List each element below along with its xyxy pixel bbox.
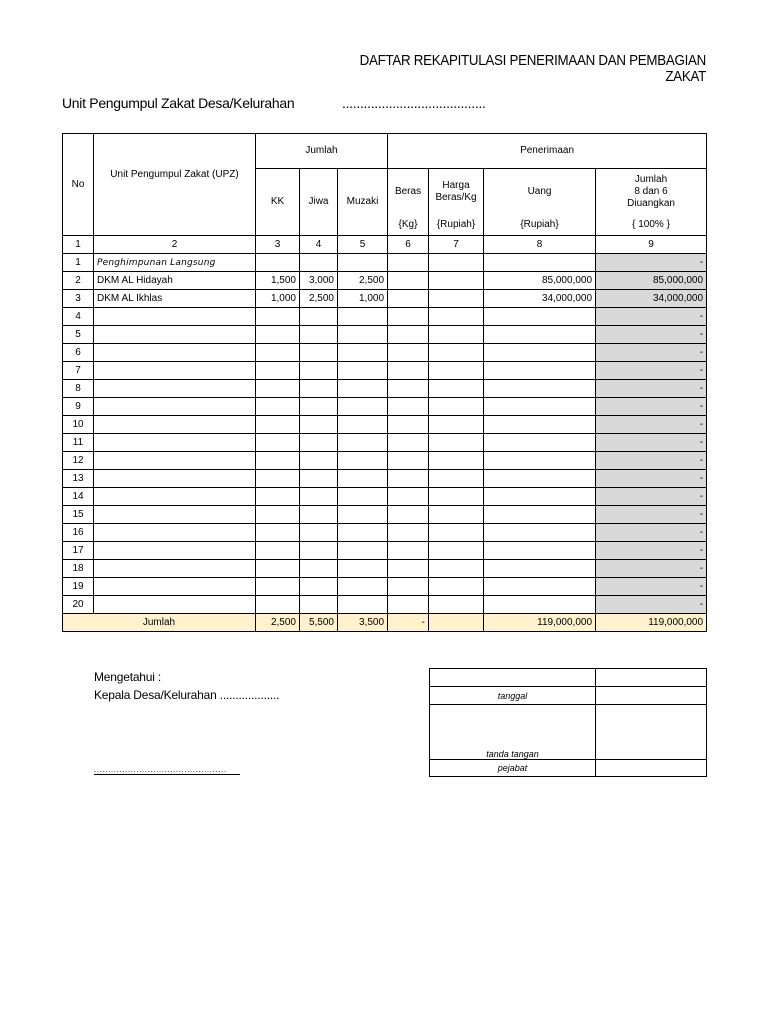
row-kk [256,416,300,434]
row-no: 19 [63,578,94,596]
row-kk [256,380,300,398]
unit-jumlah: { 100% } [596,215,707,236]
row-harga [429,578,484,596]
header-jumlah: Jumlah [256,134,388,169]
sign-cell [430,669,596,687]
row-kk [256,308,300,326]
row-no: 1 [63,254,94,272]
row-muzaki [338,578,388,596]
row-kk: 1,500 [256,272,300,290]
row-no: 5 [63,326,94,344]
row-no: 8 [63,380,94,398]
row-uang [484,578,596,596]
row-jiwa [300,488,338,506]
row-jiwa: 3,000 [300,272,338,290]
row-kk [256,506,300,524]
row-muzaki: 1,000 [338,290,388,308]
row-jumlah: - [596,560,707,578]
row-jumlah: - [596,452,707,470]
header-jumlah9-line2: 8 dan 6 [634,186,668,197]
row-jiwa [300,362,338,380]
row-kk [256,326,300,344]
row-kk [256,254,300,272]
tanggal-label: tanggal [430,687,596,705]
row-upz-name [94,542,256,560]
table-row [63,254,707,272]
header-uang: Uang [484,169,596,216]
row-muzaki [338,506,388,524]
row-beras [388,380,429,398]
table-row [63,290,707,308]
row-no: 4 [63,308,94,326]
header-jumlah9 [596,169,707,216]
row-uang [484,362,596,380]
row-jiwa [300,398,338,416]
row-beras [388,272,429,290]
unit-label: Unit Pengumpul Zakat Desa/Kelurahan [62,95,295,111]
header-kk: KK [256,169,300,236]
row-beras [388,506,429,524]
unit-harga: {Rupiah} [429,215,484,236]
row-muzaki [338,542,388,560]
row-uang: 85,000,000 [484,272,596,290]
row-beras [388,542,429,560]
table-row [63,542,707,560]
pejabat-label: pejabat [430,760,596,777]
row-jiwa [300,452,338,470]
row-upz-name: DKM AL Ikhlas [94,290,256,308]
total-harga [429,614,484,632]
row-beras [388,596,429,614]
row-upz-name [94,578,256,596]
row-upz-name [94,416,256,434]
row-muzaki [338,470,388,488]
row-harga [429,560,484,578]
row-harga [429,452,484,470]
row-jumlah: - [596,470,707,488]
row-harga [429,362,484,380]
total-jumlah: 119,000,000 [596,614,707,632]
row-jumlah: - [596,488,707,506]
row-beras [388,434,429,452]
row-jumlah: - [596,326,707,344]
row-jumlah: 34,000,000 [596,290,707,308]
row-muzaki: 2,500 [338,272,388,290]
row-upz-name [94,524,256,542]
row-beras [388,398,429,416]
row-upz-name [94,344,256,362]
row-jumlah: - [596,344,707,362]
row-jumlah: - [596,524,707,542]
row-no: 17 [63,542,94,560]
row-jiwa [300,308,338,326]
row-jiwa [300,434,338,452]
tanda-tangan-label: tanda tangan [430,705,596,760]
row-jumlah: 85,000,000 [596,272,707,290]
row-no: 16 [63,524,94,542]
row-harga [429,398,484,416]
row-muzaki [338,254,388,272]
row-harga [429,416,484,434]
row-no: 7 [63,362,94,380]
row-uang [484,254,596,272]
column-number-row [63,236,707,254]
row-jumlah: - [596,596,707,614]
row-muzaki [338,308,388,326]
row-no: 10 [63,416,94,434]
row-uang [484,560,596,578]
row-jiwa [300,326,338,344]
row-harga [429,254,484,272]
row-muzaki [338,398,388,416]
row-harga [429,434,484,452]
row-no: 9 [63,398,94,416]
row-uang [484,398,596,416]
table-row [63,380,707,398]
header-muzaki: Muzaki [338,169,388,236]
signature-table [429,668,707,777]
col-number: 3 [256,236,300,254]
row-muzaki [338,560,388,578]
col-number: 7 [429,236,484,254]
header-beras: Beras [388,169,429,216]
recap-table [62,133,707,632]
row-no: 13 [63,470,94,488]
row-jumlah: - [596,254,707,272]
row-upz-name [94,380,256,398]
row-jiwa [300,578,338,596]
row-muzaki [338,524,388,542]
header-harga-line2: Beras/Kg [435,192,477,203]
row-beras [388,290,429,308]
row-kk [256,524,300,542]
table-row [63,524,707,542]
row-beras [388,344,429,362]
row-no: 11 [63,434,94,452]
header-upz: Unit Pengumpul Zakat (UPZ) [94,134,256,236]
tanda-tangan-value [596,705,707,760]
row-upz-name [94,488,256,506]
row-upz-name [94,398,256,416]
row-uang [484,434,596,452]
header-harga [429,169,484,216]
row-harga [429,470,484,488]
row-jiwa [300,560,338,578]
row-no: 3 [63,290,94,308]
row-uang [484,470,596,488]
unit-line [62,95,662,111]
total-row [63,614,707,632]
row-upz-name [94,560,256,578]
row-jiwa [300,524,338,542]
row-kk: 1,000 [256,290,300,308]
table-body [63,236,707,614]
row-harga [429,524,484,542]
sign-cell [596,669,707,687]
row-upz-name [94,470,256,488]
header-jumlah9-line1: Jumlah [634,174,668,185]
row-upz-name [94,434,256,452]
row-no: 14 [63,488,94,506]
row-kk [256,578,300,596]
row-jumlah: - [596,506,707,524]
row-kk [256,470,300,488]
total-jiwa: 5,500 [300,614,338,632]
row-upz-name [94,308,256,326]
row-uang [484,452,596,470]
row-beras [388,362,429,380]
row-kk [256,362,300,380]
row-harga [429,380,484,398]
row-no: 2 [63,272,94,290]
table-row [63,272,707,290]
row-muzaki [338,362,388,380]
header-no: No [63,134,94,236]
header-jiwa: Jiwa [300,169,338,236]
row-harga [429,290,484,308]
row-harga [429,596,484,614]
row-uang [484,344,596,362]
pejabat-value [596,760,707,777]
row-beras [388,416,429,434]
total-label: Jumlah [63,614,256,632]
row-muzaki [338,326,388,344]
table-row [63,344,707,362]
row-beras [388,524,429,542]
total-uang: 119,000,000 [484,614,596,632]
row-jiwa: 2,500 [300,290,338,308]
table-row [63,452,707,470]
col-number: 6 [388,236,429,254]
row-jiwa [300,416,338,434]
row-beras [388,452,429,470]
total-beras: - [388,614,429,632]
table-row [63,362,707,380]
row-kk [256,344,300,362]
col-number: 8 [484,236,596,254]
row-jumlah: - [596,416,707,434]
row-jiwa [300,596,338,614]
table-row [63,578,707,596]
table-header [63,134,707,236]
table-row [63,398,707,416]
row-harga [429,308,484,326]
row-muzaki [338,344,388,362]
row-uang [484,506,596,524]
table-row [63,470,707,488]
table-row [63,416,707,434]
row-kk [256,488,300,506]
row-jiwa [300,344,338,362]
row-uang: 34,000,000 [484,290,596,308]
row-jumlah: - [596,380,707,398]
row-muzaki [338,596,388,614]
row-kk [256,560,300,578]
tanggal-value [596,687,707,705]
row-harga [429,542,484,560]
row-harga [429,344,484,362]
row-kk [256,596,300,614]
row-uang [484,308,596,326]
row-jumlah: - [596,362,707,380]
row-uang [484,326,596,344]
row-jiwa [300,506,338,524]
row-no: 20 [63,596,94,614]
row-jiwa [300,254,338,272]
row-no: 15 [63,506,94,524]
row-muzaki [338,416,388,434]
unit-value: ........................................ [342,95,486,111]
header-penerimaan: Penerimaan [388,134,707,169]
row-harga [429,488,484,506]
unit-uang: {Rupiah} [484,215,596,236]
row-uang [484,488,596,506]
row-muzaki [338,488,388,506]
row-no: 18 [63,560,94,578]
header-harga-line1: Harga [442,180,470,191]
row-no: 6 [63,344,94,362]
row-uang [484,596,596,614]
row-jumlah: - [596,398,707,416]
kepala-desa-label: Kepala Desa/Kelurahan ................... [94,688,280,702]
row-jiwa [300,470,338,488]
col-number: 5 [338,236,388,254]
row-beras [388,326,429,344]
row-upz-name [94,326,256,344]
row-jumlah: - [596,542,707,560]
table-row [63,308,707,326]
total-muzaki: 3,500 [338,614,388,632]
row-upz-name: DKM AL Hidayah [94,272,256,290]
row-harga [429,506,484,524]
row-uang [484,416,596,434]
row-upz-name: Penghimpunan Langsung [94,254,256,272]
table-row [63,596,707,614]
row-upz-name [94,452,256,470]
table-row [63,326,707,344]
total-kk: 2,500 [256,614,300,632]
row-kk [256,398,300,416]
col-number: 2 [94,236,256,254]
row-jumlah: - [596,578,707,596]
row-beras [388,254,429,272]
row-jumlah: - [596,308,707,326]
table-row [63,560,707,578]
table-row [63,506,707,524]
row-upz-name [94,506,256,524]
mengetahui-label: Mengetahui : [94,670,161,684]
row-beras [388,578,429,596]
row-kk [256,452,300,470]
row-jiwa [300,380,338,398]
table-row [63,488,707,506]
row-upz-name [94,596,256,614]
unit-beras: {Kg} [388,215,429,236]
row-kk [256,542,300,560]
page-title: DAFTAR REKAPITULASI PENERIMAAN DAN PEMBAGIAN ZAKAT [359,53,706,85]
acknowledgement-block [94,670,280,774]
row-harga [429,326,484,344]
row-beras [388,488,429,506]
row-jumlah: - [596,434,707,452]
row-no: 12 [63,452,94,470]
table-row [63,434,707,452]
row-harga [429,272,484,290]
col-number: 4 [300,236,338,254]
row-uang [484,380,596,398]
col-number: 1 [63,236,94,254]
row-muzaki [338,434,388,452]
row-upz-name [94,362,256,380]
row-beras [388,308,429,326]
row-muzaki [338,380,388,398]
row-jiwa [300,542,338,560]
col-number: 9 [596,236,707,254]
signature-name-line: ............................................... [94,766,240,775]
row-kk [256,434,300,452]
header-jumlah9-line3: Diuangkan [627,198,675,209]
row-uang [484,542,596,560]
row-uang [484,524,596,542]
row-beras [388,560,429,578]
row-beras [388,470,429,488]
row-muzaki [338,452,388,470]
